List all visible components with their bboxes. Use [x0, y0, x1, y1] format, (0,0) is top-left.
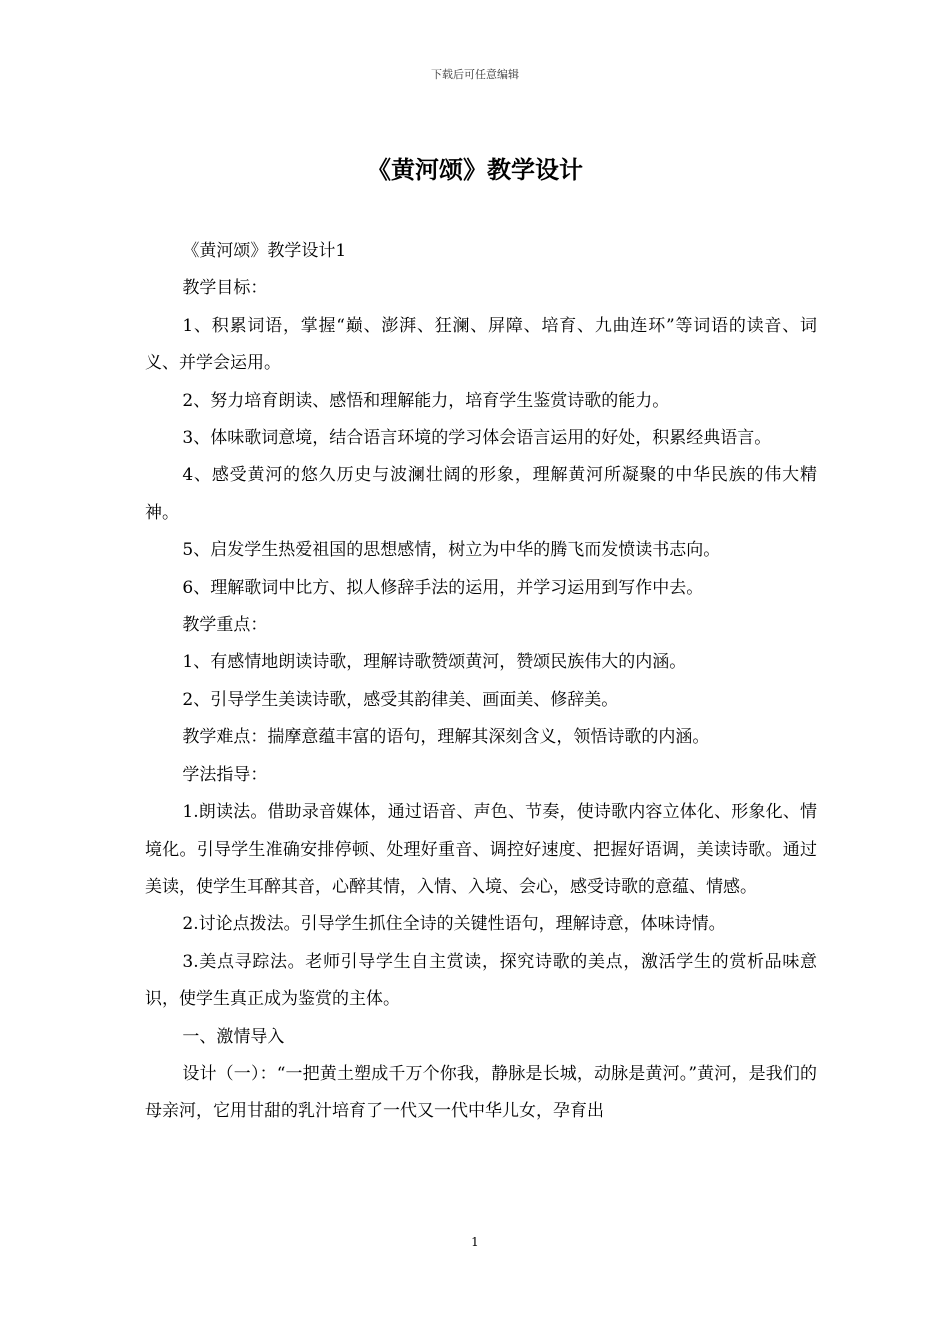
page-header: 下载后可任意编辑 [431, 68, 519, 81]
teaching-difficulty: 教学难点：揣摩意蕴丰富的语句，理解其深刻含义，领悟诗歌的内涵。 [182, 727, 710, 748]
method-item-2: 2.讨论点拨法。引导学生抓住全诗的关键性语句，理解诗意，体味诗情。 [182, 914, 726, 935]
document-title: 《黄河颂》教学设计 [367, 155, 583, 184]
design-one-paragraph: 设计（一）：“一把黄土塑成千万个你我，静脉是长城，动脉是黄河。”黄河，是我们的母亲河，它用甘甜的乳汁培育了一代又一代中华儿女，孕育出 [145, 1063, 817, 1122]
goal-item-4: 4、感受黄河的悠久历史与波澜壮阔的形象，理解黄河所凝聚的中华民族的伟大精神。 [145, 465, 817, 523]
goal-item-2: 2、努力培育朗读、感悟和理解能力，培育学生鉴赏诗歌的能力。 [182, 390, 670, 411]
goal-item-5: 5、启发学生热爱祖国的思想感情，树立为中华的腾飞而发愤读书志向。 [182, 540, 721, 561]
focus-item-1: 1、有感情地朗读诗歌，理解诗歌赞颂黄河，赞颂民族伟大的内涵。 [182, 652, 687, 673]
focus-item-2: 2、引导学生美读诗歌，感受其韵律美、画面美、修辞美。 [182, 689, 619, 710]
heading-study-guidance: 学法指导： [182, 764, 268, 785]
heading-teaching-focus: 教学重点： [182, 615, 268, 636]
section-subtitle: 《黄河颂》教学设计1 [182, 241, 347, 261]
method-item-3: 3.美点寻踪法。老师引导学生自主赏读，探究诗歌的美点，激活学生的赏析品味意识，使学生真正成为鉴赏的主体。 [145, 951, 817, 1010]
goal-item-6: 6、理解歌词中比方、拟人修辞手法的运用，并学习运用到写作中去。 [182, 577, 704, 598]
page-number: 1 [471, 1235, 479, 1249]
document-body [145, 233, 817, 1131]
goal-item-1: 1、积累词语，掌握“巅、澎湃、狂澜、屏障、培育、九曲连环”等词语的读音、词义、并学会运用。 [145, 315, 817, 374]
method-item-1: 1.朗读法。借助录音媒体，通过语音、声色、节奏，使诗歌内容立体化、形象化、情境化。引导学生准确安排停顿、处理好重音、调控好速度、把握好语调，美读诗歌。通过美读，使学生耳醉其音，心醉其情，入情、入境、会心，感受诗歌的意蕴、情感。 [145, 802, 817, 897]
goal-item-3: 3、体味歌词意境，结合语言环境的学习体会语言运用的好处，积累经典语言。 [182, 428, 772, 449]
heading-teaching-goals: 教学目标： [182, 278, 268, 299]
heading-introduction: 一、激情导入 [182, 1026, 285, 1047]
